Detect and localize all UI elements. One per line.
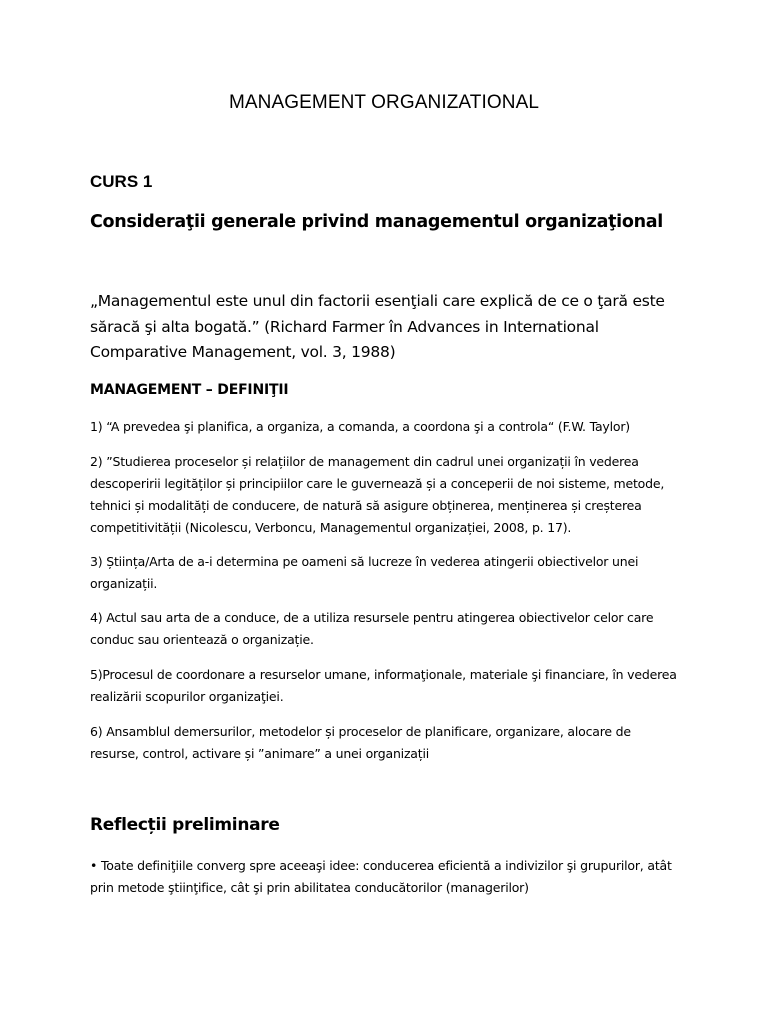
intro-quote: „Managementul este unul din factorii esenţiali care explică de ce o ţară este săracă şi alta bogată.” (Richard Farmer în Advances in International Comparative Management, vol. 3, 1988) xyxy=(90,292,665,361)
document-title: MANAGEMENT ORGANIZATIONAL xyxy=(228,92,540,113)
chapter-title: Consideraţii generale privind managementul organizaţional xyxy=(90,212,663,232)
definition-item: 2) ”Studierea proceselor și relațiilor de management din cadrul unei organizații în vederea descoperirii legităților și principiilor care le guvernează și a conceperii de noi sisteme, metode, tehnici și modalități de conducere, de natură să asigure obținerea, menținerea și creșterea competitivității (Nicolescu, Verboncu, Managementul organizației, 2008, p. 17). xyxy=(90,454,665,535)
reflections-bullet: • Toate definiţiile converg spre aceeaşi idee: conducerea eficientă a indivizilor şi grupurilor, atât prin metode ştiinţifice, cât şi prin abilitatea conducătorilor (managerilor) xyxy=(90,858,672,895)
definition-item: 6) Ansamblul demersurilor, metodelor și proceselor de planificare, organizare, alocare de resurse, control, activare și ”animare” a unei organizații xyxy=(90,724,631,761)
course-label: CURS 1 xyxy=(90,172,153,191)
reflections-heading: Reflecții preliminare xyxy=(90,815,280,835)
definition-item: 4) Actul sau arta de a conduce, de a utiliza resursele pentru atingerea obiectivelor celor care conduc sau orientează o organizație. xyxy=(90,610,654,647)
definition-item: 5)Procesul de coordonare a resurselor umane, informaţionale, materiale şi financiare, în vederea realizării scopurilor organizaţiei. xyxy=(90,667,677,704)
definition-item: 3) Știința/Arta de a-i determina pe oameni să lucreze în vederea atingerii obiectivelor unei organizații. xyxy=(90,554,639,591)
definitions-heading: MANAGEMENT – DEFINIŢII xyxy=(90,382,289,398)
definition-item: 1) “A prevedea şi planifica, a organiza, a comanda, a coordona şi a controla“ (F.W. Taylor) xyxy=(90,419,630,434)
